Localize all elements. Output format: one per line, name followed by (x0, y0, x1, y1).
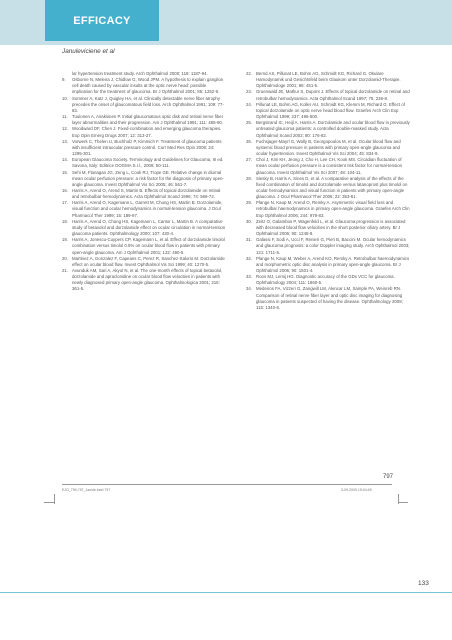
reference-number: 27. (246, 157, 253, 163)
slug-divider (62, 484, 392, 485)
reference-text: Harris A, Jonescu-Cuypers CP, Kagemann L, et al. Effect of dorzolamide timolol combination versus timolol 0.5% on ocular blood flow in patients with primary open-angle glaucoma. Am J Ophthalmol 2001; 132: 490-5. (72, 237, 225, 255)
reference-number: 16. (62, 187, 69, 193)
reference-entry (246, 256, 410, 274)
reference-text: Gruenwald JE, Mathur S, Dupont J. Effects of topical dorzolamide on retinal and retrobulbar hemodynamics. Acta Ophthalmol Scand 1997; 75: 236-8. (256, 89, 410, 101)
reference-text: Choi J, Kim KH, Jeong J, Cho H, Lee CH, Kook MS. Circadian fluctuation of mean ocular perfusion pressure is a consistent risk factor for normal-tension glaucoma. Invest Ophthalmol Vis Sci 2007; 48: 104-11. (256, 157, 403, 175)
reference-entry (62, 268, 226, 293)
reference-number: 25. (246, 120, 253, 126)
reference-entry (246, 176, 410, 201)
reference-text: Martinez A, Gonzalez F, Capeans C, Perez R, Sanchez-Salorio M. Dorzolamide effect on ocular blood flow. Invest Ophthalmol Vis Sci 1999; 40: 1270-5. (72, 255, 225, 267)
reference-number: 20. (62, 255, 69, 261)
reference-entry (62, 188, 226, 200)
footer-rule (0, 592, 452, 593)
reference-entry (246, 139, 410, 157)
reference-text: Fuchsjager-Mayrl G, Wally B, Georgopoulos M, et al. Ocular blood flow and systemic blood pressure in patients with primary open-angle glaucoma and ocular hypertension. Invest Ophthalmol Vis Sci 2004; 45: 834-9. (256, 138, 401, 157)
crop-mark (54, 494, 55, 504)
reference-text: lar hypertension treatment study. Arch Ophthalmol 2000; 118: 1187-94. (72, 71, 208, 76)
reference-number: 34. (246, 286, 253, 292)
reference-text: Bergstrand IC, Heijl A, Harris A. Dorzolamide and ocular blood flow in previously untreated glaucoma patients: a controlled double-masked study. Acta Ophthalmol Scand 2002; 80: 176-82. (256, 120, 410, 138)
reference-text: Plange N, Kaup M, Arend O, Remky A. Asymmetric visual field loss and retrobulbar haemodynamics in primary open-angle glaucoma. Graefes Arch Clin Exp Ophthalmol 2006; 244: 978-83. (256, 200, 410, 218)
crop-mark (398, 502, 408, 503)
reference-entry (62, 96, 226, 114)
reference-number: 33. (246, 274, 253, 280)
reference-text: Tuulonen A, Airaksinen P. Initial glaucomatous optic disk and retinal nerve fiber layer abnormalities and their progression. Am J Ophthalmol 1991; 111: 485-90. (72, 114, 224, 126)
reference-entry (246, 89, 410, 101)
reference-text: Harris A, Arend O, Kagemann L, Garrett M, Chung HS, Martin B. Dorzolamide, visual function and ocular hemodynamics in normal-tension glaucoma. J Ocul Pharmacol Ther 1999; 15: 189-97. (72, 200, 223, 218)
reference-entry (62, 219, 226, 237)
reference-text: Roos MJ, Lemij HG. Diagnostic accuracy of the GDx VCC for glaucoma. Ophthalmology 2004; 111: 1860-5. (256, 274, 395, 286)
reference-text: Harris A, Arend O, Chung HS, Kagemann L, Cantor L, Martin B. A comparative study of betaxolol and dorzolamide effect on ocular circulation in normal-tension glaucoma patients. Ophthalmology 2000; 107: 430-4. (72, 218, 226, 237)
reference-number: 26. (246, 138, 253, 144)
reference-number: 28. (246, 175, 253, 181)
reference-entry (246, 200, 410, 218)
running-head-author: Januleviciene et al (62, 48, 115, 55)
reference-number: 19. (62, 237, 69, 243)
reference-entry (246, 120, 410, 138)
reference-entry (246, 219, 410, 237)
reference-number: 14. (62, 157, 69, 163)
reference-text: Galassi F, Sodi A, Ucci F, Renieri G, Pieri B, Baccini M. Ocular hemodynamics and glaucoma prognosis: a color Doppler imaging study. Arch Ophthalmol 2003; 121: 1711-5. (256, 237, 410, 255)
reference-number: 12. (62, 126, 69, 132)
reference-number: 17. (62, 200, 69, 206)
reference-text: Osborne N, Melena J, Chidlow G, Wood JPM. A hypothesis to explain ganglion cell death caused by vascular insults at the optic nerve head: possible implication for the treatment of glaucoma. Br J Ophthalmol 2001; 85: 1252-9. (72, 77, 224, 95)
print-slug-timestamp: 3-09-2009 15:04:45 (341, 488, 372, 492)
reference-text: Woodward DF, Chen J. Fixed-combination and emerging glaucoma therapies. Exp Opin Emerg Drugs 2007; 12: 313-27. (72, 126, 222, 138)
reference-entry (62, 77, 226, 95)
reference-entry (62, 139, 226, 157)
reference-entry (246, 274, 410, 286)
reference-number: 23. (246, 89, 253, 95)
reference-number: 24. (246, 101, 253, 107)
reference-number: 30. (246, 218, 253, 224)
reference-number: 13. (62, 138, 69, 144)
reference-text: Avunduk AM, Sari A, Akyol N, et al. The one-month effects of topical betaxolol, dorzolamide and apraclonidine on ocular blood flow velocities in patients with newly diagnosed primary open-angle glaucoma. Ophthalmologica 2001; 215: 361-5. (72, 268, 223, 292)
reference-text: Bernd AS, Pillunat LE, Bohm AG, Schmidt KG, Richard G. Okulare Hamodynamik und Gesichtsfeld beim Glaukom unter Dorzolamid-Therapie. Ophthalmologe 2001; 98: 451-5. (256, 71, 401, 89)
reference-number: 9. (62, 77, 66, 83)
reference-number: 11. (62, 114, 68, 120)
reference-number: 32. (246, 255, 253, 261)
reference-entry (62, 237, 226, 255)
reference-text: Harris A, Arend O, Arend S, Martin B. Effects of topical dorzolamide on retinal and retrobulbar hemodynamics. Acta Ophthalmol Scand 1996; 74: 569-72. (72, 187, 221, 200)
reference-text: Sommer A, Katz J, Quigley HA, et al. Clinically detectable nerve fiber atrophy precedes the onset of glaucomatous field loss. Arch Ophthalmol 1991; 109: 77-83. (72, 95, 224, 113)
reference-text: Pillunat LE, Bohm AG, Koller AU, Schmidt KG, Klemm M, Richard G. Effect of topical dorzolamide on optic nerve head blood flow. Graefes Arch Clin Exp Ophthalmol 1999; 237: 495-500. (256, 101, 405, 120)
reference-number: 22. (246, 71, 253, 76)
outer-page-number: 133 (418, 580, 429, 587)
reference-entry (62, 114, 226, 126)
reference-text: Vorwerk C, Thelen U, Buchholz P, Kimmich F. Treatment of glaucoma patients with insufficient intraocular pressure control. Curr Med Res Opin 2008; 24: 1295-301. (72, 138, 222, 157)
reference-entry (246, 237, 410, 255)
reference-number: 21. (62, 268, 69, 273)
section-tab: EFFICACY (45, 0, 159, 41)
reference-text: Sehi M, Flanagan JG, Zeng L, Cook RJ, Trope GE. Relative change in diurnal mean ocular perfusion pressure: a risk factor for the diagnosis of primary open-angle glaucoma. Invest Ophthalmol Vis Sci 2005; 46: 561-7. (72, 169, 224, 187)
reference-entry (62, 157, 226, 169)
reference-text: European Glaucoma Society. Terminology and Guidelines for Glaucoma, III ed. Savona, Italy: Editrice DOGMA S.r.l., 2008; 50-111. (72, 157, 224, 169)
reference-text: Siesky B, Harris A, Sines D, et al. A comparative analysis of the effects of the fixed combination of timolol and dorzolamide versus latanoprost plus timolol on ocular hemodynamics and visual function in patients with primary open-angle glaucoma. J Ocul Pharmacol Ther 2006; 22: 353-61. (256, 175, 408, 200)
reference-number: 15. (62, 169, 69, 175)
reference-number: 31. (246, 237, 253, 243)
reference-entry (62, 170, 226, 188)
references-right-column (246, 71, 410, 311)
reference-entry (246, 157, 410, 175)
crop-mark (398, 494, 399, 504)
print-slug-filename: EJO_799-797_Janule.indd 797 (62, 488, 111, 492)
reference-number: 10. (62, 95, 69, 101)
reference-entry (246, 286, 410, 311)
reference-text: Zeitz O, Galambos P, Wagenfeld L, et al. Glaucoma progression is associated with decreased blood flow velocities in the short posterior ciliary artery. Br J Ophthalmol 2006; 90: 1245-8. (256, 218, 406, 237)
reference-entry (62, 256, 226, 268)
reference-entry (62, 200, 226, 218)
reference-entry (246, 71, 410, 89)
reference-number: 29. (246, 200, 253, 206)
crop-mark (44, 502, 54, 503)
reference-text: Plange N, Kaup M, Weber A, Arend KO, Remky A. Retrobulbar haemodynamics and morphometric optic disc analysis in primary open-angle glaucoma. Br J Ophthalmol 2006; 90: 1501-4. (256, 255, 410, 273)
reference-entry (246, 102, 410, 120)
reference-entry (62, 126, 226, 138)
reference-text: Medeiros FA, Vizzeri G, Zangwill LM, Alencar LM, Sample PA, Weinreb RN. Comparison of retinal nerve fiber layer and optic disc imaging for diagnosing glaucoma in patients suspected of having the disease. Ophthalmology 2008; 115: 1340-6. (256, 286, 403, 310)
references-left-column (62, 71, 226, 293)
inner-page-number: 797 (383, 474, 394, 480)
reference-number: 18. (62, 218, 69, 224)
